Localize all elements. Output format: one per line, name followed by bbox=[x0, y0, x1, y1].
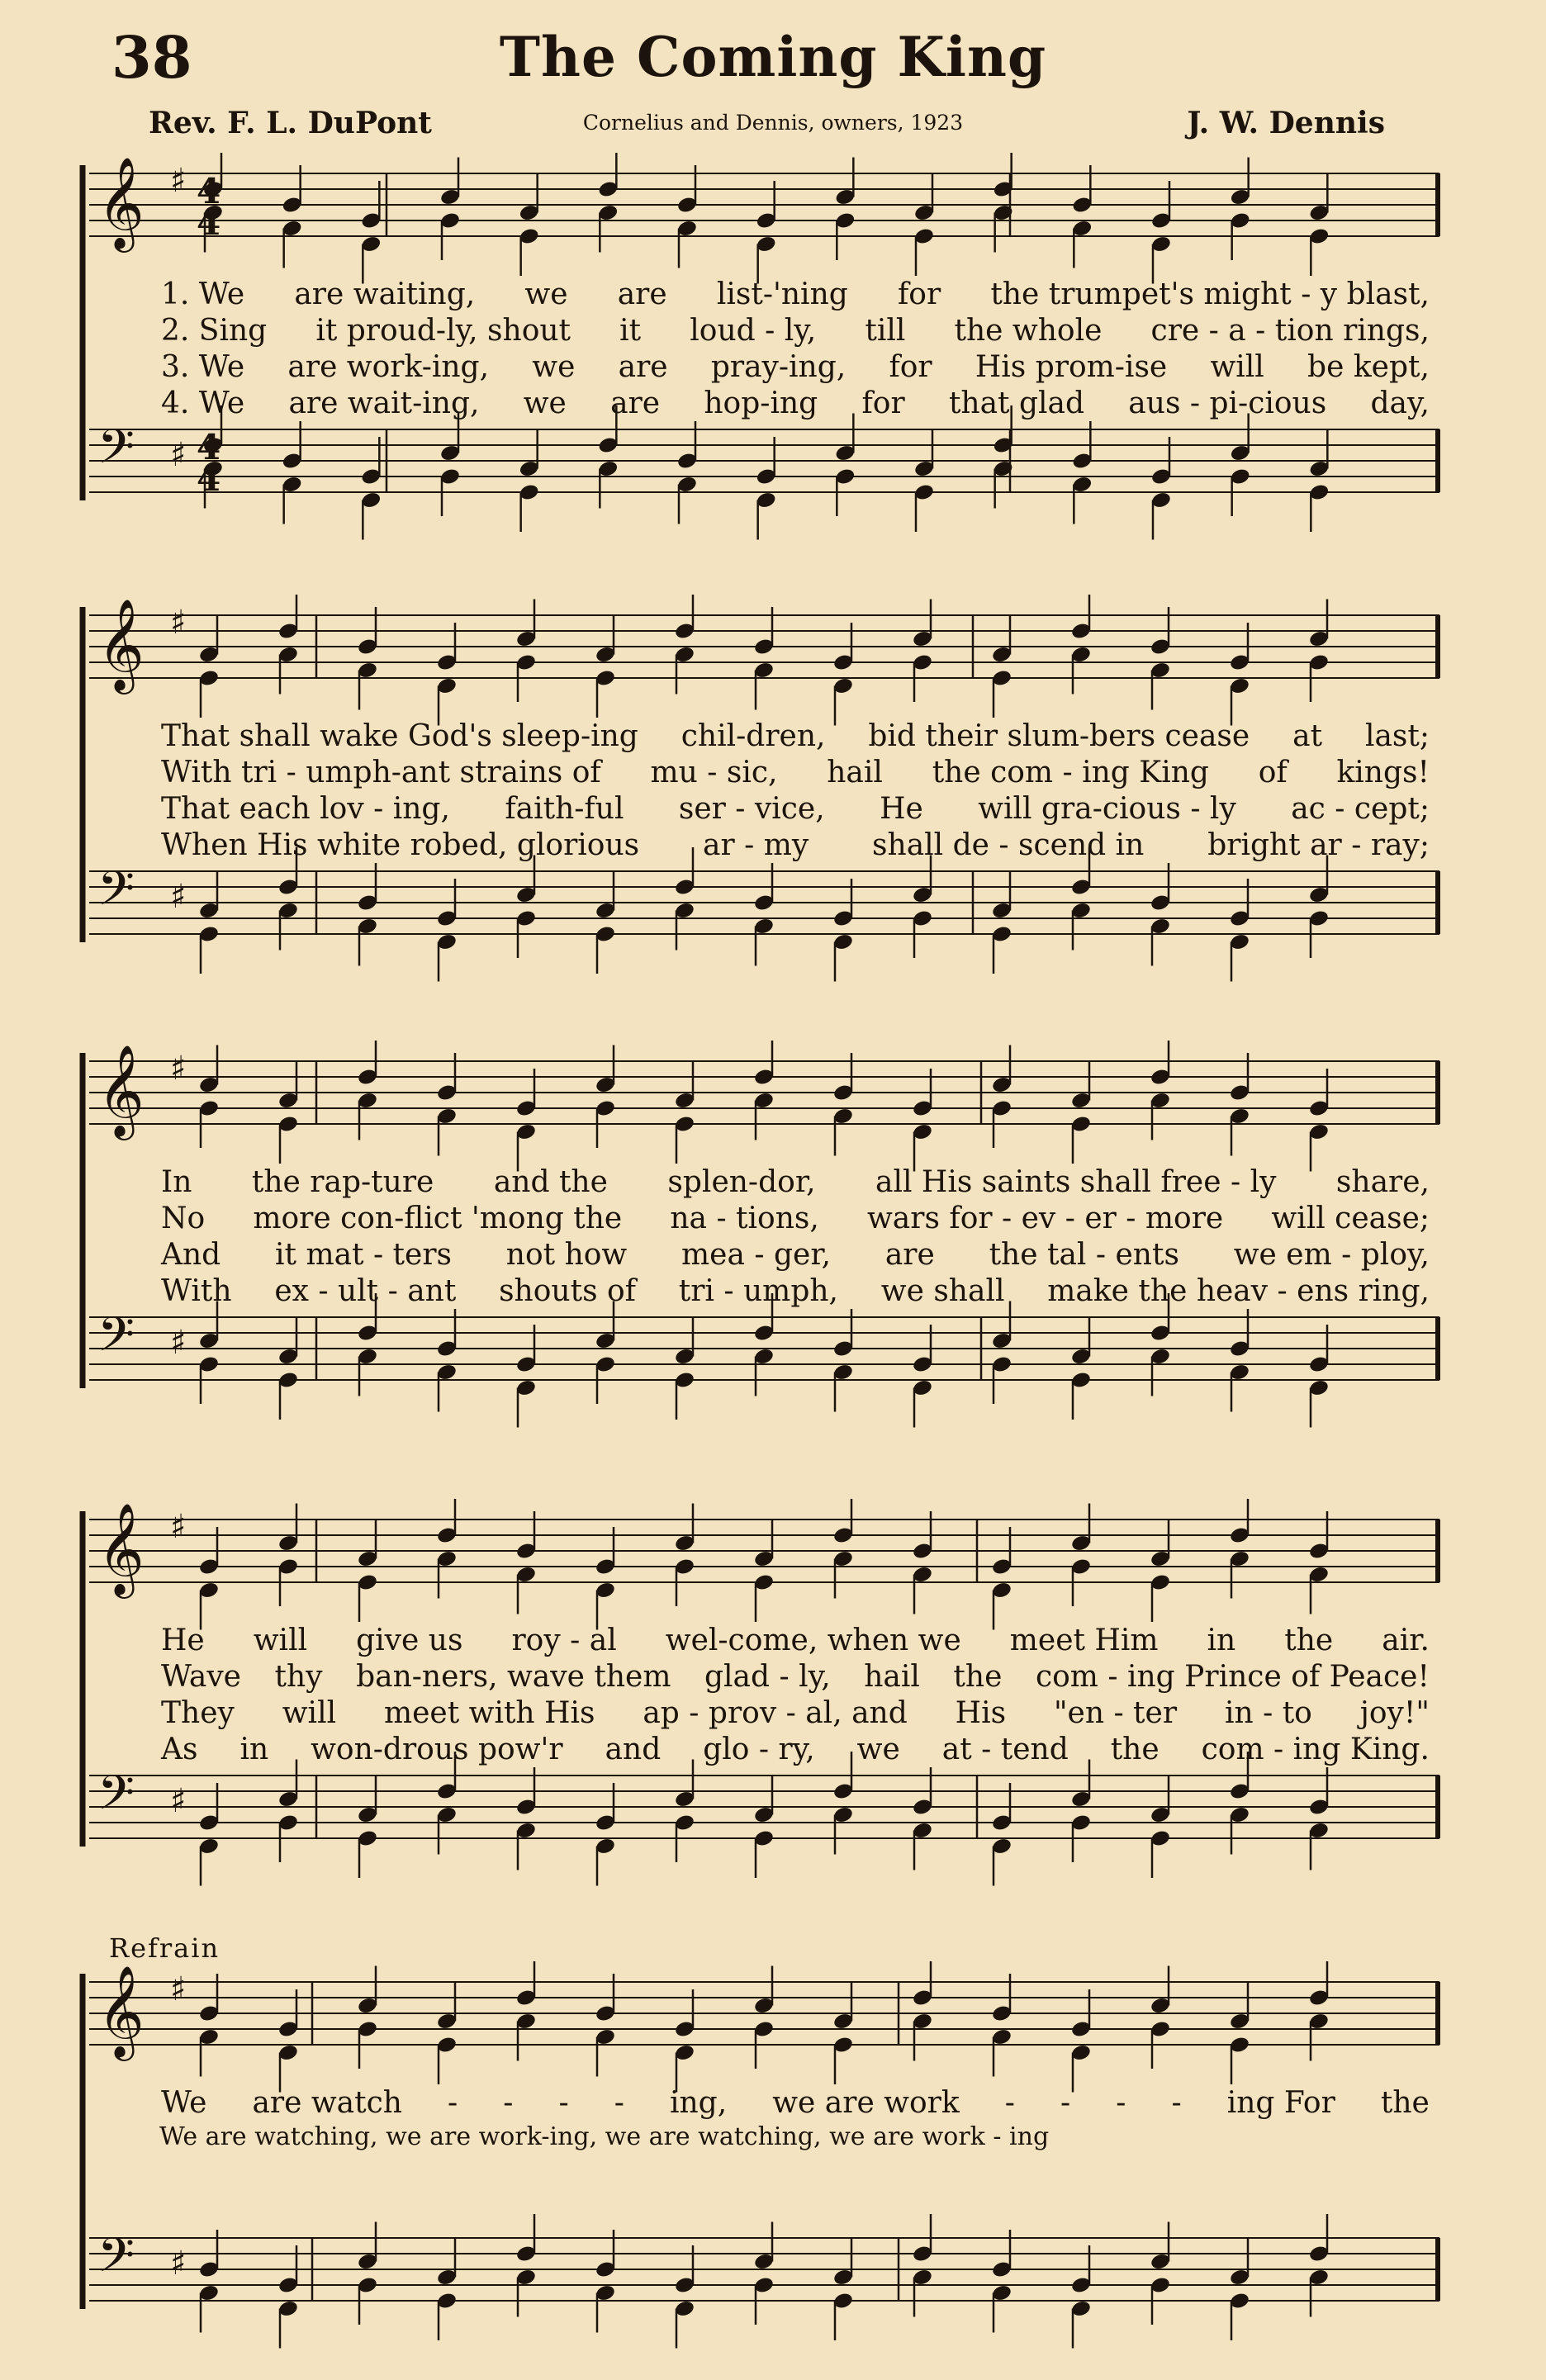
lyric-word: kings! bbox=[1336, 756, 1430, 789]
verse-line bbox=[159, 1659, 1431, 1695]
bass-staff bbox=[89, 1752, 1439, 1886]
lyric-word: joy!" bbox=[1359, 1696, 1430, 1730]
lyric-word: ap - prov - al, and bbox=[643, 1696, 908, 1730]
lyric-word: the tal - ents bbox=[989, 1238, 1179, 1272]
lyric-word: day, bbox=[1370, 386, 1430, 420]
treble-clef-icon: 𝄞 bbox=[97, 156, 145, 249]
lyric-word: at bbox=[1292, 719, 1323, 753]
lyric-word: - bbox=[448, 2086, 458, 2120]
lyric-word: ing For bbox=[1226, 2086, 1335, 2120]
verse-line bbox=[159, 277, 1431, 313]
verse-line bbox=[159, 1623, 1431, 1659]
lyric-word: hail bbox=[864, 1660, 920, 1694]
treble-staff bbox=[89, 1041, 1439, 1172]
lyric-word: are work-ing, bbox=[287, 350, 490, 384]
lyric-word: When His white robed, glorious bbox=[161, 828, 640, 862]
lyric-word: the bbox=[1284, 1624, 1334, 1657]
lyric-word: We bbox=[161, 2086, 207, 2120]
lyric-word: His prom-ise bbox=[975, 350, 1168, 384]
lyric-word: are bbox=[617, 277, 667, 311]
lyric-word: With bbox=[161, 1274, 232, 1308]
lyric-word: are bbox=[884, 1238, 935, 1272]
treble-clef-icon: 𝄞 bbox=[97, 1965, 145, 2057]
lyric-word: and the bbox=[493, 1165, 608, 1199]
bass-clef-icon: 𝄢 bbox=[97, 1765, 135, 1832]
lyric-word: for bbox=[861, 386, 905, 420]
verse-line bbox=[159, 2085, 1431, 2122]
lyric-word: the bbox=[1380, 2086, 1430, 2120]
lyric-word: in - to bbox=[1224, 1696, 1312, 1730]
music-system-5 bbox=[73, 1961, 1448, 2358]
sharp-icon: ♯ bbox=[170, 878, 187, 916]
lyric-word: "en - ter bbox=[1053, 1696, 1178, 1730]
treble-staff bbox=[89, 1499, 1439, 1630]
lyric-word: com - ing King. bbox=[1201, 1733, 1430, 1766]
lyric-word: we bbox=[524, 277, 568, 311]
lyric-word: more con-flict 'mong the bbox=[253, 1202, 623, 1235]
lyric-word: make the heav - ens ring, bbox=[1047, 1274, 1430, 1308]
lyric-word: wars for - ev - er - more bbox=[866, 1202, 1224, 1235]
lyric-word: not how bbox=[505, 1238, 628, 1272]
lyric-word: chil-dren, bbox=[681, 719, 826, 753]
lyric-word: will cease; bbox=[1271, 1202, 1430, 1235]
lyric-word: faith-ful bbox=[505, 792, 624, 826]
sharp-icon: ♯ bbox=[170, 604, 187, 642]
lyric-word: list-'ning bbox=[716, 277, 848, 311]
music-system-1 bbox=[73, 153, 1448, 549]
lyric-word: That each lov - ing, bbox=[161, 792, 450, 826]
lyric-word: In bbox=[161, 1165, 192, 1199]
bass-staff bbox=[89, 847, 1439, 982]
treble-clef-icon: 𝄞 bbox=[97, 598, 145, 690]
hymn-title: The Coming King bbox=[499, 25, 1047, 89]
lyric-word: it bbox=[619, 314, 642, 348]
lyric-word: are watch bbox=[252, 2086, 402, 2120]
lyric-word: aus - pi-cious bbox=[1128, 386, 1327, 420]
sharp-icon: ♯ bbox=[170, 2245, 187, 2283]
verse-block-1 bbox=[159, 277, 1431, 422]
verse-block-5 bbox=[159, 2085, 1431, 2153]
treble-clef-icon: 𝄞 bbox=[97, 1502, 145, 1595]
lyric-word: glad - ly, bbox=[704, 1660, 831, 1694]
lyric-word: be kept, bbox=[1307, 350, 1430, 384]
hymn-number: 38 bbox=[111, 23, 192, 92]
sharp-icon: ♯ bbox=[170, 436, 187, 474]
lyric-word: mu - sic, bbox=[650, 756, 778, 789]
lyric-word: are bbox=[618, 350, 668, 384]
lyric-word: glo - ry, bbox=[703, 1733, 815, 1766]
bass-clef-icon: 𝄢 bbox=[97, 1306, 135, 1374]
verse-line bbox=[159, 386, 1431, 422]
lyric-word: thy bbox=[274, 1660, 323, 1694]
lyric-word: will bbox=[1210, 350, 1264, 384]
verse-block-4 bbox=[159, 1623, 1431, 1768]
lyric-word: are wait-ing, bbox=[288, 386, 480, 420]
bass-clef-icon: 𝄢 bbox=[97, 2227, 135, 2295]
verse-line bbox=[159, 1201, 1431, 1237]
lyric-word: the com - ing King bbox=[932, 756, 1209, 789]
treble-staff bbox=[89, 595, 1439, 726]
lyric-word: the rap-ture bbox=[251, 1165, 434, 1199]
lyric-word: shouts of bbox=[499, 1274, 636, 1308]
treble-clef-icon: 𝄞 bbox=[97, 1044, 145, 1136]
lyric-word: - bbox=[503, 2086, 514, 2120]
lyric-word: are waiting, bbox=[294, 277, 476, 311]
lyric-word: He bbox=[161, 1624, 205, 1657]
lyric-word: roy - al bbox=[511, 1624, 617, 1657]
lyric-word: hop-ing bbox=[704, 386, 818, 420]
lyric-word: His bbox=[955, 1696, 1007, 1730]
lyric-word: Wave bbox=[161, 1660, 241, 1694]
lyric-word: we shall bbox=[880, 1274, 1005, 1308]
lyric-word: we bbox=[856, 1733, 900, 1766]
lyric-word: ar - my bbox=[702, 828, 809, 862]
lyric-word: for bbox=[889, 350, 932, 384]
bass-staff bbox=[89, 2214, 1439, 2349]
music-system-3 bbox=[73, 1041, 1448, 1437]
lyric-word: He bbox=[880, 792, 923, 826]
lyric-word: bright ar - ray; bbox=[1207, 828, 1430, 862]
lyric-word: loud - ly, bbox=[690, 314, 817, 348]
composer-credit: J. W. Dennis bbox=[1187, 106, 1385, 140]
verse-block-3 bbox=[159, 1164, 1431, 1310]
lyric-word: ac - cept; bbox=[1291, 792, 1430, 826]
lyric-word: No bbox=[161, 1202, 206, 1235]
author-credit: Rev. F. L. DuPont bbox=[149, 106, 432, 140]
lyric-word: it proud-ly, shout bbox=[315, 314, 571, 348]
lyric-word: bid their slum-bers cease bbox=[868, 719, 1250, 753]
lyric-word: meet Him bbox=[1009, 1624, 1159, 1657]
lyric-word: we em - ploy, bbox=[1233, 1238, 1430, 1272]
lyric-word: it mat - ters bbox=[275, 1238, 453, 1272]
verse-line bbox=[159, 718, 1431, 755]
verse-line bbox=[159, 1273, 1431, 1310]
lyric-word: we are work bbox=[772, 2086, 960, 2120]
lyric-word: are bbox=[610, 386, 661, 420]
lyric-word: shall de - scend in bbox=[872, 828, 1145, 862]
copyright-notice: Cornelius and Dennis, owners, 1923 bbox=[582, 111, 964, 135]
lyric-word: com - ing Prince of Peace! bbox=[1035, 1660, 1430, 1694]
lyric-word: With tri - umph-ant strains of bbox=[161, 756, 601, 789]
lyric-word: ban-ners, wave them bbox=[356, 1660, 671, 1694]
lyric-word: in bbox=[1207, 1624, 1236, 1657]
lyric-word: wel-come, when we bbox=[665, 1624, 961, 1657]
lyric-word: They bbox=[161, 1696, 235, 1730]
time-signature-top: 4 bbox=[197, 171, 221, 211]
lyric-word: all His saints shall free - ly bbox=[875, 1165, 1277, 1199]
lyric-word: that glad bbox=[948, 386, 1085, 420]
lyric-word: meet with His bbox=[383, 1696, 595, 1730]
sharp-icon: ♯ bbox=[170, 1508, 187, 1546]
lyric-word: hail bbox=[827, 756, 883, 789]
verse-line bbox=[159, 1237, 1431, 1273]
staff-pair-5 bbox=[73, 1961, 1448, 2358]
lyric-word: of bbox=[1258, 756, 1288, 789]
lyric-word: won-drous pow'r bbox=[311, 1733, 563, 1766]
refrain-label: Refrain bbox=[109, 1932, 221, 1964]
lyric-word: the bbox=[953, 1660, 1003, 1694]
lyric-word: - bbox=[1060, 2086, 1071, 2120]
lyric-word: at - tend bbox=[941, 1733, 1069, 1766]
lyric-word: we bbox=[523, 386, 567, 420]
lyric-word: in bbox=[239, 1733, 269, 1766]
verse-line bbox=[159, 313, 1431, 349]
lyric-word: As bbox=[161, 1733, 198, 1766]
lyric-word: will bbox=[282, 1696, 337, 1730]
verse-line bbox=[159, 827, 1431, 864]
verse-line-alt: We are watching, we are work-ing, we are watching, we are work - ing bbox=[159, 2122, 1050, 2151]
treble-staff bbox=[89, 1961, 1439, 2093]
sharp-icon: ♯ bbox=[170, 1050, 187, 1088]
lyric-word: ser - vice, bbox=[678, 792, 825, 826]
lyric-word: 4. We bbox=[161, 386, 245, 420]
music-system-2 bbox=[73, 595, 1448, 991]
bass-staff bbox=[89, 405, 1439, 540]
lyric-word: share, bbox=[1335, 1165, 1430, 1199]
sharp-icon: ♯ bbox=[170, 1782, 187, 1820]
lyric-word: will bbox=[253, 1624, 308, 1657]
lyric-word: pray-ing, bbox=[710, 350, 847, 384]
lyric-word: 2. Sing bbox=[161, 314, 268, 348]
lyric-word: give us bbox=[356, 1624, 463, 1657]
lyric-word: for bbox=[897, 277, 941, 311]
lyric-word: and bbox=[605, 1733, 662, 1766]
lyric-word: will gra-cious - ly bbox=[978, 792, 1236, 826]
lyric-word: the whole bbox=[954, 314, 1103, 348]
lyric-word: And bbox=[161, 1238, 221, 1272]
time-signature-bottom: 4 bbox=[197, 202, 221, 243]
lyric-word: ing, bbox=[669, 2086, 728, 2120]
lyric-word: - bbox=[614, 2086, 624, 2120]
lyric-word: 1. We bbox=[161, 277, 245, 311]
hymn-header bbox=[0, 0, 1546, 173]
bass-clef-icon: 𝄢 bbox=[97, 860, 135, 928]
lyric-word: till bbox=[865, 314, 906, 348]
verse-line bbox=[159, 1732, 1431, 1768]
lyric-word: - bbox=[558, 2086, 569, 2120]
sharp-icon: ♯ bbox=[170, 1970, 187, 2008]
bass-clef-icon: 𝄢 bbox=[97, 419, 135, 486]
verse-line bbox=[159, 349, 1431, 386]
lyric-word: the trumpet's might - y blast, bbox=[990, 277, 1430, 311]
lyric-word: cre - a - tion rings, bbox=[1150, 314, 1430, 348]
treble-staff bbox=[89, 153, 1439, 284]
lyric-word: last; bbox=[1364, 719, 1430, 753]
sharp-icon: ♯ bbox=[170, 162, 187, 200]
lyric-word: na - tions, bbox=[670, 1202, 819, 1235]
lyric-word: ex - ult - ant bbox=[274, 1274, 457, 1308]
verse-line bbox=[159, 791, 1431, 827]
lyric-word: we bbox=[532, 350, 576, 384]
verse-line bbox=[159, 1164, 1431, 1201]
lyric-word: the bbox=[1110, 1733, 1160, 1766]
lyric-word: mea - ger, bbox=[681, 1238, 832, 1272]
verse-line bbox=[159, 1695, 1431, 1732]
time-signature-bottom: 4 bbox=[197, 458, 221, 499]
lyric-word: - bbox=[1004, 2086, 1015, 2120]
verse-block-2 bbox=[159, 718, 1431, 864]
time-signature-top: 4 bbox=[197, 427, 221, 467]
lyric-word: tri - umph, bbox=[678, 1274, 838, 1308]
lyric-word: - bbox=[1171, 2086, 1182, 2120]
verse-line bbox=[159, 755, 1431, 791]
lyric-word: splen-dor, bbox=[667, 1165, 816, 1199]
music-system-4 bbox=[73, 1499, 1448, 1895]
sharp-icon: ♯ bbox=[170, 1324, 187, 1362]
lyric-word: air. bbox=[1382, 1624, 1430, 1657]
lyric-word: - bbox=[1116, 2086, 1126, 2120]
lyric-word: That shall wake God's sleep-ing bbox=[161, 719, 638, 753]
bass-staff bbox=[89, 1293, 1439, 1428]
lyric-word: 3. We bbox=[161, 350, 245, 384]
